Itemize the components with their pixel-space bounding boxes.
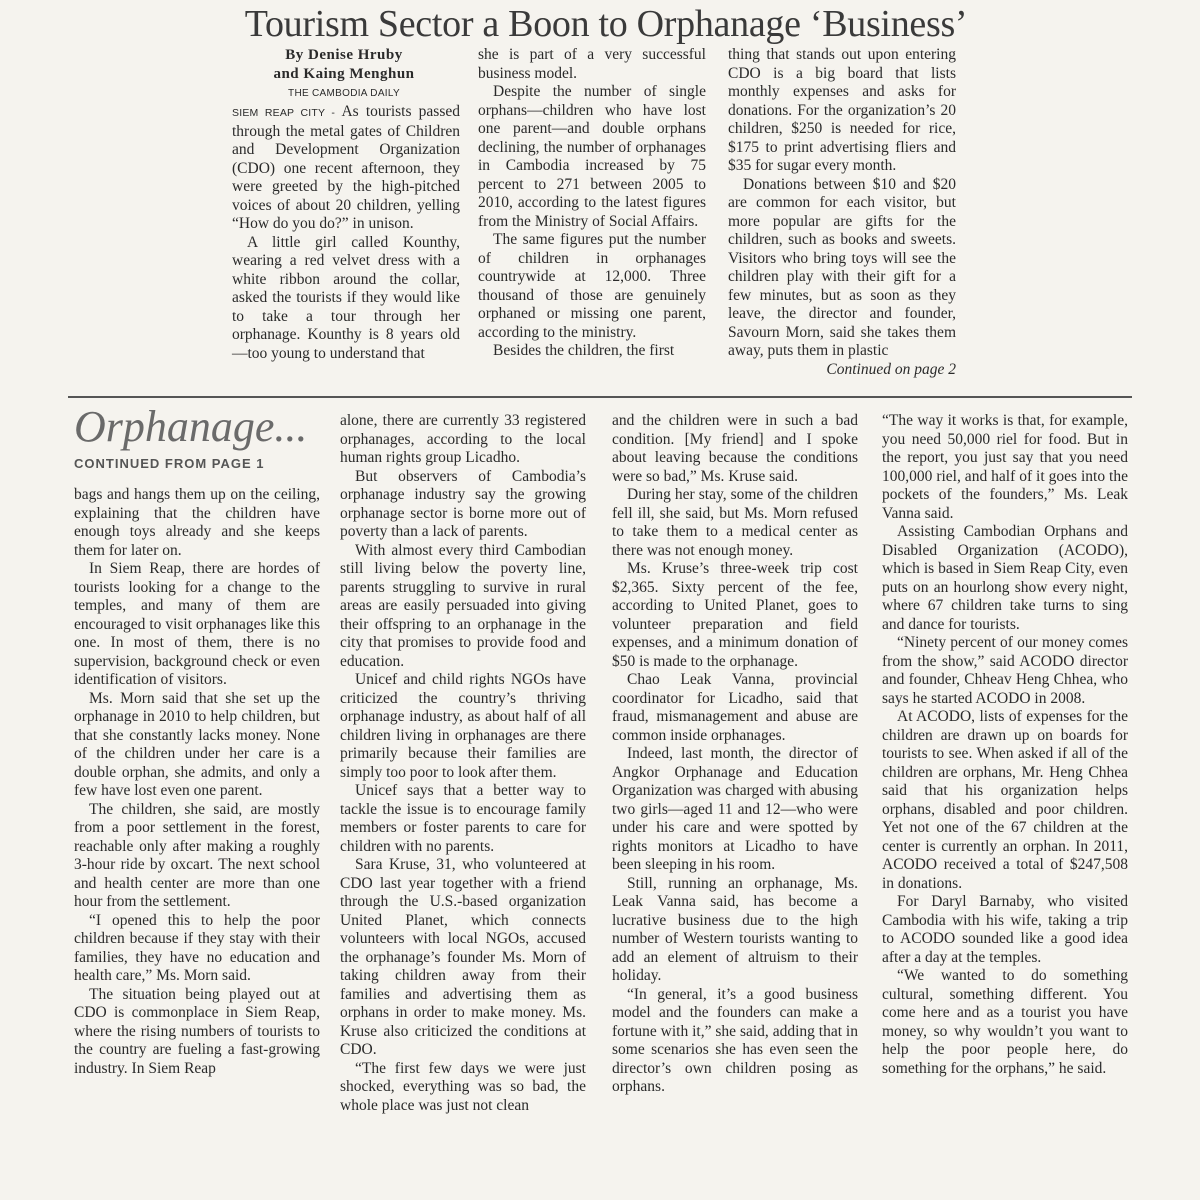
paragraph: Ms. Kruse’s three-week trip cost $2,365. Sixty percent of the fee, according to United Planet, goes to volunteer preparation and field expenses, and a minimum donation of $50 is made to the orphanage.: [612, 560, 858, 670]
paragraph: “In general, it’s a good business model and the founders can make a fortune with it,” she said, adding that in some scenarios she has even seen the director’s own children posing as orphans.: [612, 985, 858, 1095]
continued-from-label: CONTINUED FROM PAGE 1: [74, 456, 265, 471]
byline: [234, 46, 454, 103]
paragraph: A little girl called Kounthy, wearing a red velvet dress with a white ribbon around the collar, asked the tourists if they would like to take a tour through her orphanage. Kounthy is 8 years old —too young to understand that: [232, 233, 460, 362]
paragraph: alone, there are currently 33 registered orphanages, according to the local human rights group Licadho.: [340, 412, 586, 466]
continued-on-link: Continued on page 2: [826, 360, 956, 378]
paragraph: Donations between $10 and $20 are common for each visitor, but more popular are gifts for the children, such as books and sweets. Visitors who bring toys will see the children play with their gift for a few minutes, but as soon as they leave, the director and founder, Savourn Morn, said she takes them away, puts them in plastic: [728, 175, 956, 359]
paragraph: Chao Leak Vanna, provincial coordinator for Licadho, said that fraud, mismanagement and abuse are common inside orphanages.: [612, 671, 858, 744]
paragraph: and the children were in such a bad condition. [My friend] and I spoke about leaving because the conditions were so bad,” Ms. Kruse said.: [612, 412, 858, 485]
paragraph: The situation being played out at CDO is commonplace in Siem Reap, where the rising numbers of tourists to the country are fueling a fast-growing industry. In Siem Reap: [74, 985, 320, 1077]
paragraph: Despite the number of single orphans—children who have lost one parent—and double orphans declining, the number of orphanages in Cambodia increased by 75 percent to 271 between 2005 to 2010, according to the latest figures from the Ministry of Social Affairs.: [478, 83, 706, 230]
top-column-3: [728, 46, 956, 379]
paragraph: The children, she said, are mostly from a poor settlement in the forest, reachable only after making a roughly 3-hour ride by oxcart. The next school and health center are more than one hour from the settlement.: [74, 800, 320, 910]
section-divider: [68, 396, 1132, 398]
byline-author-1: By Denise Hruby: [285, 47, 403, 63]
paragraph: Indeed, last month, the director of Angkor Orphanage and Education Organization was charged with abusing two girls—aged 11 and 12—who were under his care and were spotted by rights monitors at Licadho to have been sleeping in his room.: [612, 745, 858, 873]
paragraph: bags and hangs them up on the ceiling, explaining that the children have enough toys already and she keeps them for later on.: [74, 486, 320, 559]
paragraph: Unicef says that a better way to tackle the issue is to encourage family members or foster parents to care for children with no parents.: [340, 782, 586, 855]
paragraph: In Siem Reap, there are hordes of tourists looking for a change to the temples, and many of them are encouraged to visit orphanages like this one. In most of them, there is no supervision, background check or even identification of visitors.: [74, 560, 320, 688]
byline-publication: THE CAMBODIA DAILY: [288, 88, 400, 99]
paragraph: Ms. Morn said that she set up the orphanage in 2010 to help children, but that she constantly lacks money. None of the children under her care is a double orphan, she admits, and only a few have lost even one parent.: [74, 689, 320, 799]
paragraph: During her stay, some of the children fell ill, she said, but Ms. Morn refused to take them to a medical center as there was not enough money.: [612, 486, 858, 559]
paragraph: With almost every third Cambodian still living below the poverty line, parents struggling to survive in rural areas are easily persuaded into giving their offspring to an orphanage in the city that promises to provide food and education.: [340, 541, 586, 670]
bottom-column-1: [74, 486, 320, 1078]
paragraph: she is part of a very successful business model.: [478, 46, 706, 82]
paragraph: For Daryl Barnaby, who visited Cambodia with his wife, taking a trip to ACODO sounded like a good idea after a day at the temples.: [882, 893, 1128, 966]
paragraph: thing that stands out upon entering CDO is a big board that lists monthly expenses and asks for donations. For the organization’s 20 children, $250 is needed for rice, $175 to print advertising fliers and $35 for sugar every month.: [728, 46, 956, 174]
paragraph: “The way it works is that, for example, you need 50,000 riel for food. But in the report, you just say that you need 100,000 riel, and half of it goes into the pockets of the founders,” Ms. Leak Vanna said.: [882, 412, 1128, 522]
paragraph: “I opened this to help the poor children because if they stay with their families, they have no education and health care,” Ms. Morn said.: [74, 911, 320, 984]
paragraph: Besides the children, the first: [493, 342, 675, 359]
bottom-column-2: [340, 412, 586, 1115]
headline: Tourism Sector a Boon to Orphanage ‘Business’: [244, 3, 968, 45]
paragraph: Unicef and child rights NGOs have criticized the country’s thriving orphanage industry, as about half of all children living in orphanages are there primarily because their families are simply too poor to look after them.: [340, 671, 586, 781]
paragraph: At ACODO, lists of expenses for the children are drawn up on boards for tourists to see. When asked if all of the children are orphans, Mr. Heng Chhea said that his organization helps orphans, disabled and poor children. Yet not one of the 67 children at the center is currently an orphan. In 2011, ACODO received a total of $247,508 in donations.: [882, 708, 1128, 892]
paragraph: Sara Kruse, 31, who volunteered at CDO last year together with a friend through the U.S.-based organization United Planet, which connects volunteers with local NGOs, accused the orphanage’s founder Ms. Morn of taking children away from their families and advertising them as orphans in order to make money. Ms. Kruse also criticized the conditions at CDO.: [340, 856, 586, 1058]
paragraph: The same figures put the number of children in orphanages countrywide at 12,000. Three thousand of those are genuinely orphaned or missing one parent, according to the ministry.: [478, 231, 706, 341]
paragraph: “Ninety percent of our money comes from the show,” said ACODO director and founder, Chheav Heng Chhea, who says he started ACODO in 2008.: [882, 634, 1128, 707]
paragraph-text: As tourists passed through the metal gates of Children and Development Organization (CDO) one recent afternoon, they were greeted by the high-pitched voices of about 20 children, yelling “How do you do?” in unison.: [232, 103, 460, 232]
paragraph: [232, 103, 460, 234]
top-column-1: [232, 103, 460, 363]
jump-headline: Orphanage...: [74, 402, 308, 451]
paragraph: “The first few days we were just shocked, everything was so bad, the whole place was just not clean: [340, 1059, 586, 1114]
paragraph: “We wanted to do something cultural, something different. You come here and as a tourist you have money, so why wouldn’t you want to help the poor people here, do something for the orphans,” he said.: [882, 967, 1128, 1077]
byline-author-2: and Kaing Menghun: [273, 66, 415, 82]
bottom-column-3: [612, 412, 858, 1097]
paragraph: Still, running an orphanage, Ms. Leak Vanna said, has become a lucrative business due to the high number of Western tourists wanting to add an element of altruism to their holiday.: [612, 874, 858, 984]
paragraph: But observers of Cambodia’s orphanage industry say the growing orphanage sector is borne more out of poverty than a lack of parents.: [340, 467, 586, 540]
dateline: SIEM REAP CITY -: [232, 107, 342, 119]
top-column-2: [478, 46, 706, 361]
bottom-column-4: [882, 412, 1128, 1078]
paragraph: Assisting Cambodian Orphans and Disabled Organization (ACODO), which is based in Siem Reap City, even puts on an hourlong show every night, where 67 children take turns to sing and dance for tourists.: [882, 523, 1128, 633]
